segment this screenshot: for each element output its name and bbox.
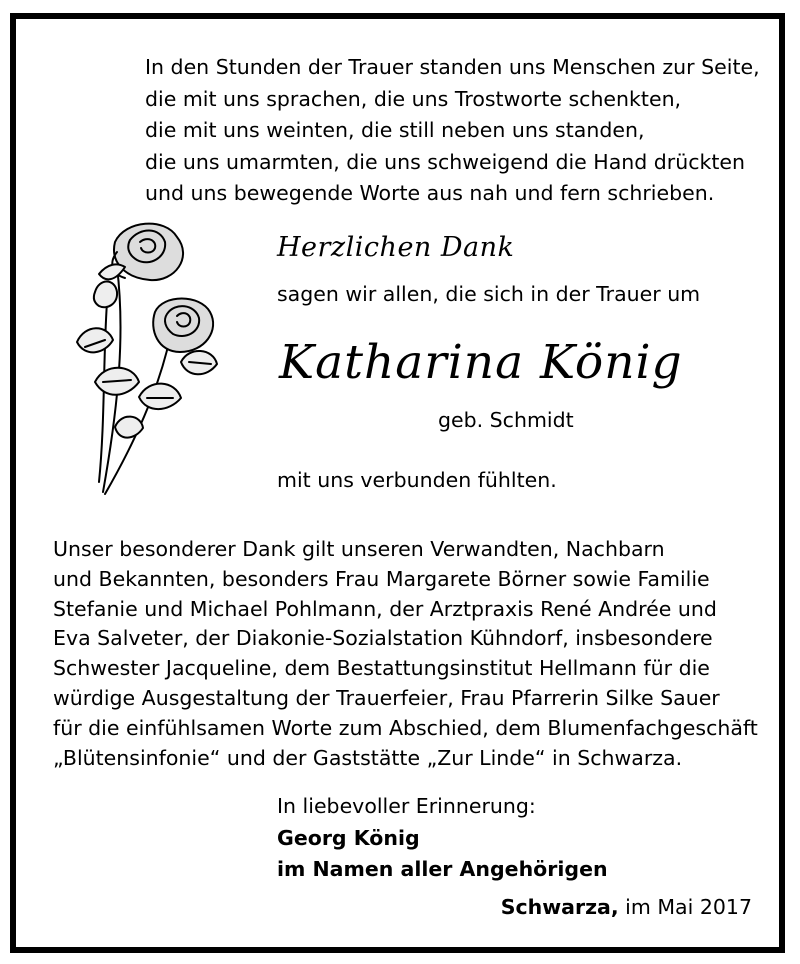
thanks-line: Eva Salveter, der Diakonie-Sozialstation Kühndorf, insbesondere <box>53 626 713 651</box>
thanks-subline: sagen wir allen, die sich in der Trauer um <box>277 282 701 306</box>
intro-line: die mit uns weinten, die still neben uns standen, <box>145 118 645 142</box>
intro-line: die mit uns sprachen, die uns Trostworte schenkten, <box>145 86 682 111</box>
deceased-name: Katharina König <box>279 335 683 390</box>
intro-text <box>145 52 760 210</box>
intro-line: In den Stunden der Trauer standen uns Menschen zur Seite, <box>145 55 760 79</box>
thanks-line: Schwester Jacqueline, dem Bestattungsinstitut Hellmann für die <box>53 656 710 681</box>
place-date <box>501 895 752 919</box>
thanks-line: für die einfühlsamen Worte zum Abschied, dem Blumenfachgeschäft <box>53 715 758 740</box>
date: im Mai 2017 <box>625 895 752 919</box>
thanks-line: würdige Ausgestaltung der Trauerfeier, Frau Pfarrerin Silke Sauer <box>53 685 720 710</box>
thanks-heading: Herzlichen Dank <box>277 232 515 263</box>
thanks-line: „Blütensinfonie“ und der Gaststätte „Zur Linde“ in Schwarza. <box>53 745 683 770</box>
thanks-line: Unser besonderer Dank gilt unseren Verwandten, Nachbarn <box>53 537 665 561</box>
closing-block <box>277 791 608 886</box>
thanks-line: Stefanie und Michael Pohlmann, der Arztpraxis René Andrée und <box>53 596 717 621</box>
roses-icon <box>55 212 225 502</box>
signer-name: Georg König <box>277 825 420 850</box>
intro-line: und uns bewegende Worte aus nah und fern schrieben. <box>145 181 715 205</box>
intro-line: die uns umarmten, die uns schweigend die Hand drückten <box>145 149 745 174</box>
thanks-line: und Bekannten, besonders Frau Margarete Börner sowie Familie <box>53 566 710 591</box>
special-thanks-text <box>53 535 758 773</box>
connected-line: mit uns verbunden fühlten. <box>277 468 557 492</box>
closing-intro: In liebevoller Erinnerung: <box>277 794 536 818</box>
on-behalf-line: im Namen aller Angehörigen <box>277 857 608 881</box>
place: Schwarza, <box>500 895 619 919</box>
birth-name: geb. Schmidt <box>438 408 574 432</box>
